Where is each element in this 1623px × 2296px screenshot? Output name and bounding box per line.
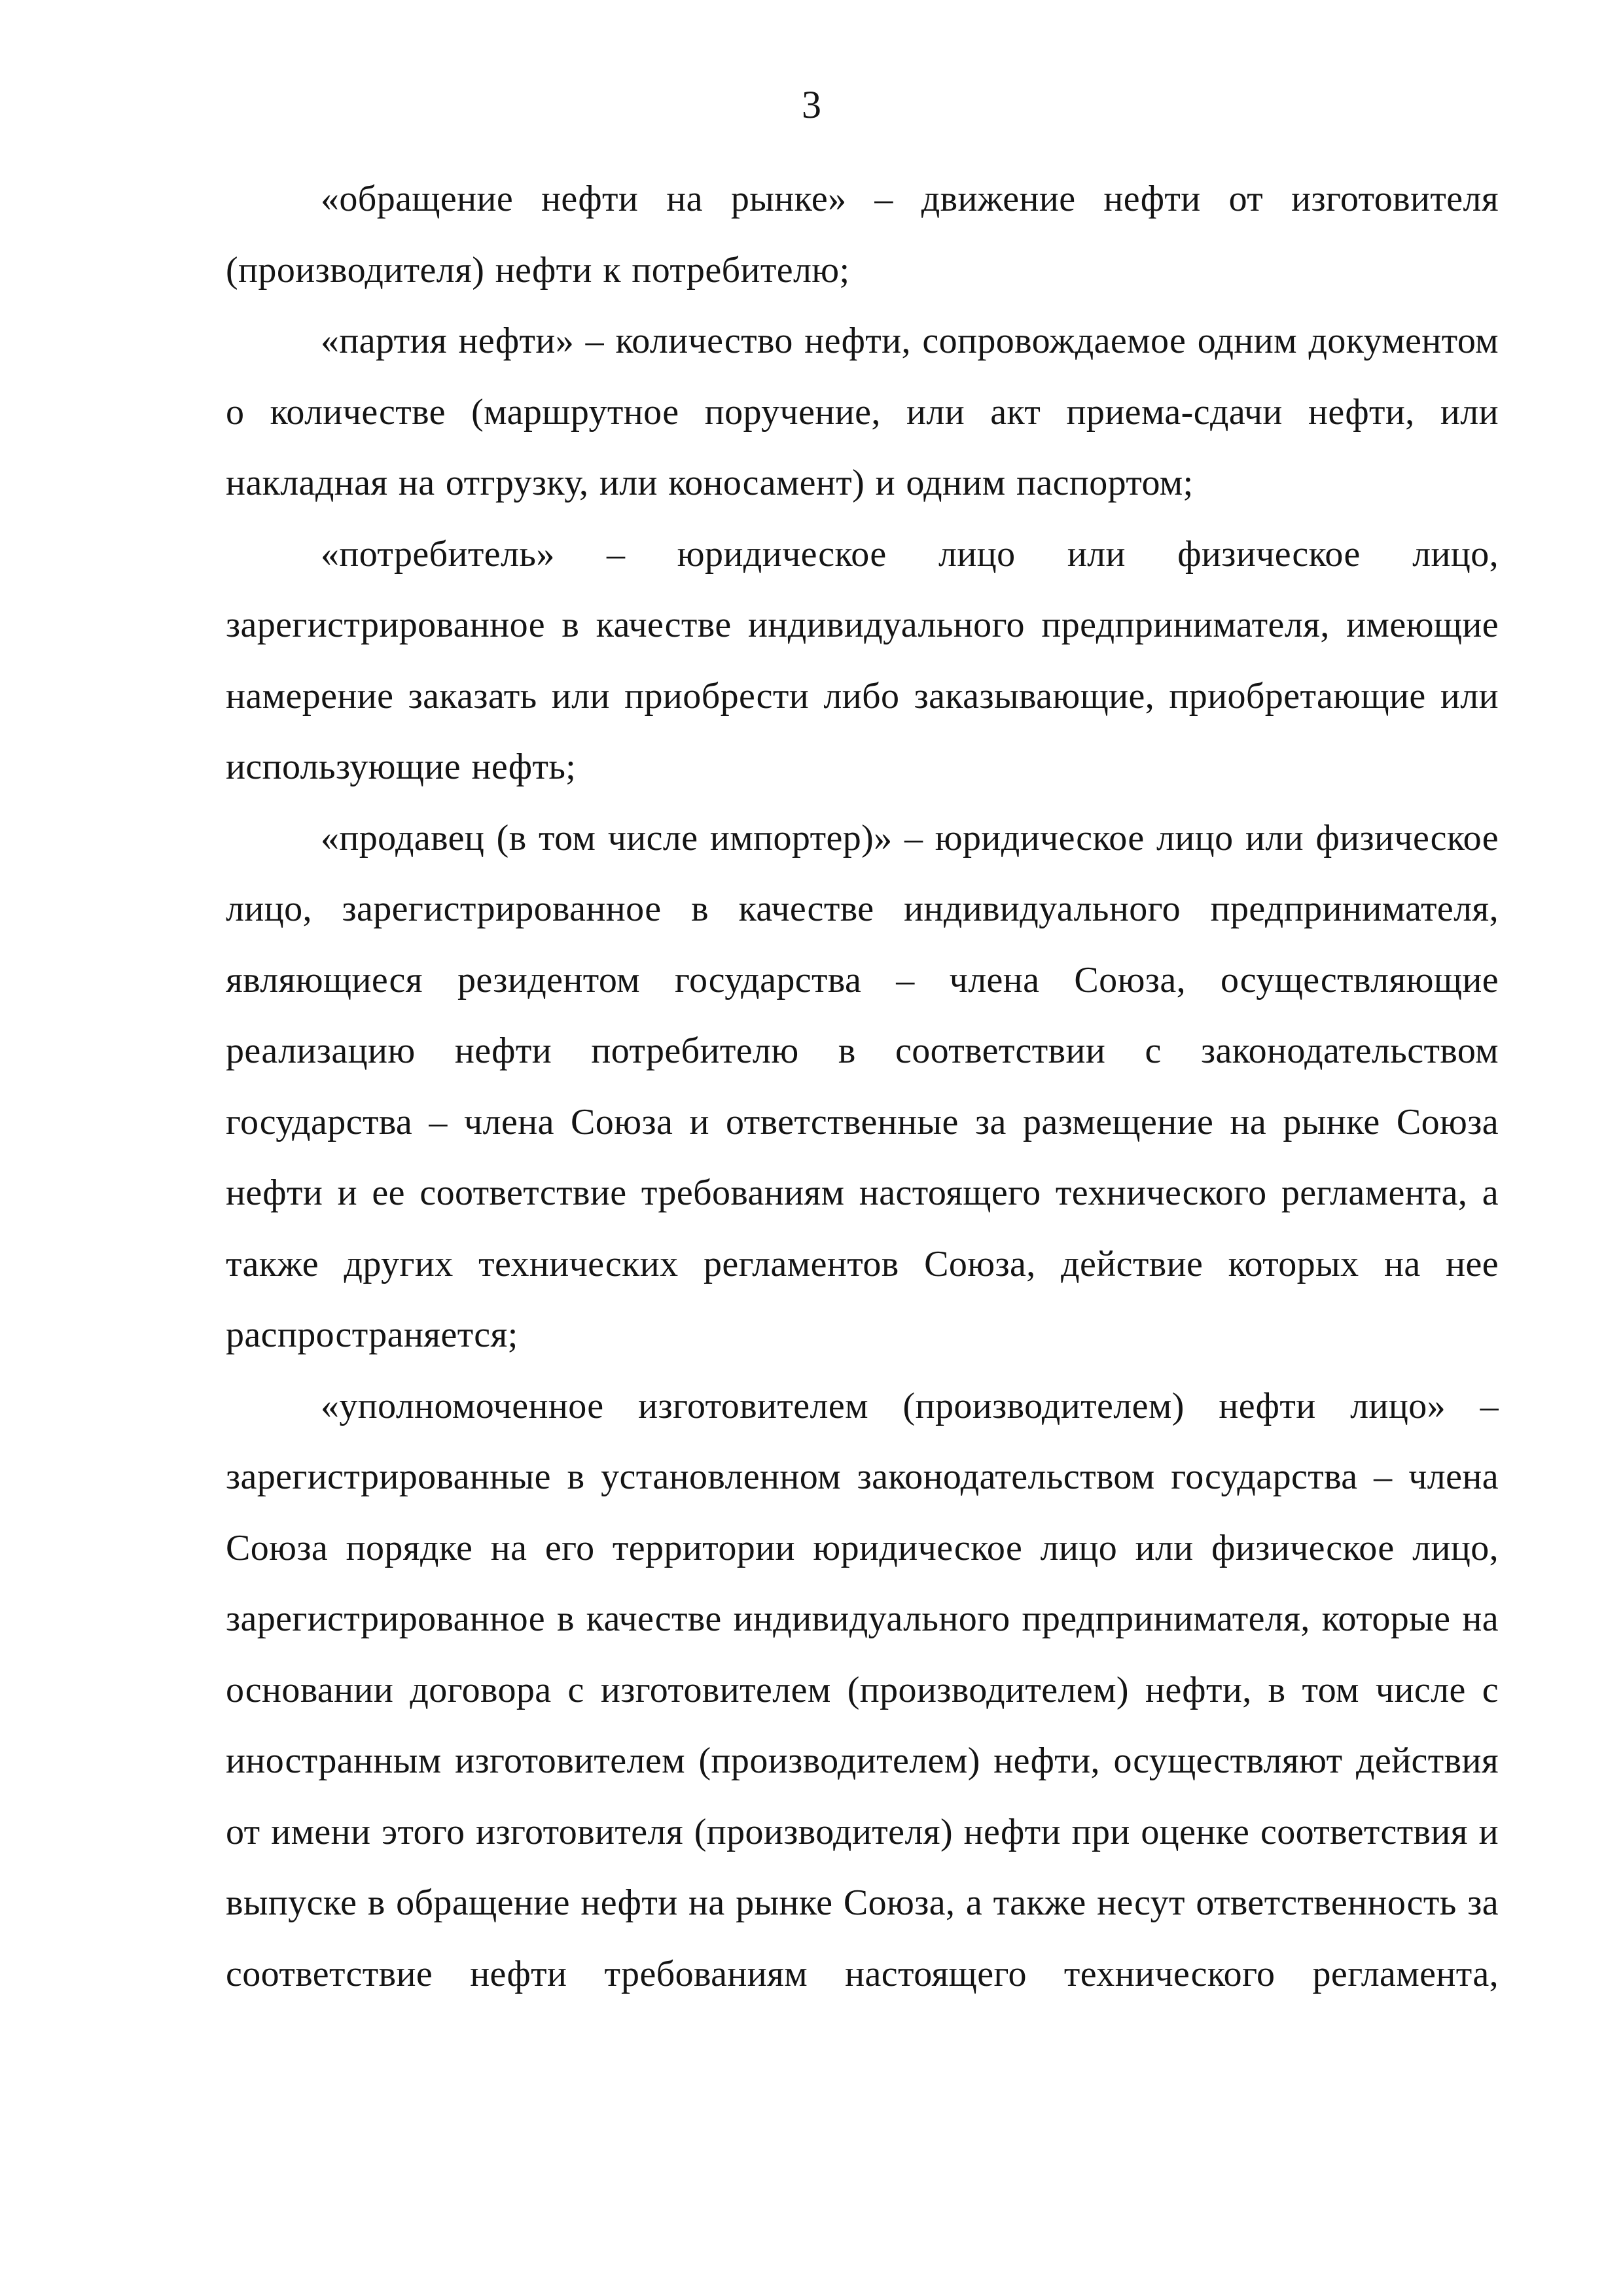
page-number: 3 <box>802 83 821 126</box>
paragraph-market-circulation: «обращение нефти на рынке» – движение нефти от изготовителя (производителя) нефти к потребителю; <box>226 179 1499 291</box>
paragraph-oil-batch: «партия нефти» – количество нефти, сопровождаемое одним документом о количестве (маршрутное поручение, или акт приема-сдачи нефти, или накладная на отгрузку, или коносамент) и одним паспортом; <box>226 321 1499 503</box>
paragraph-seller: «продавец (в том числе импортер)» – юридическое лицо или физическое лицо, зарегистрированное в качестве индивидуального предпринимателя, являющиеся резидентом государства – члена Союза, осуществляющие реализацию нефти потребителю в соответствии с законодательством государства – члена Союза и ответственные за размещение на рынке Союза нефти и ее соответствие требованиям настоящего технического регламента, а также других технических регламентов Союза, действие которых на нее распространяется; <box>226 817 1499 1355</box>
paragraph-consumer: «потребитель» – юридическое лицо или физическое лицо, зарегистрированное в качестве индивидуального предпринимателя, имеющие намерение заказать или приобрести либо заказывающие, приобретающие или использующие нефть; <box>226 533 1499 787</box>
document-body <box>226 164 1499 2009</box>
paragraph-authorized-person: «уполномоченное изготовителем (производителем) нефти лицо» – зарегистрированные в установленном законодательством государства – члена Союза порядке на его территории юридическое лицо или физическое лицо, зарегистрированное в качестве индивидуального предпринимателя, которые на основании договора с изготовителем (производителем) нефти, в том числе с иностранным изготовителем (производителем) нефти, осуществляют действия от имени этого изготовителя (производителя) нефти при оценке соответствия и выпуске в обращение нефти на рынке Союза, а также несут ответственность за соответствие нефти требованиям настоящего технического регламента, <box>226 1385 1499 1994</box>
